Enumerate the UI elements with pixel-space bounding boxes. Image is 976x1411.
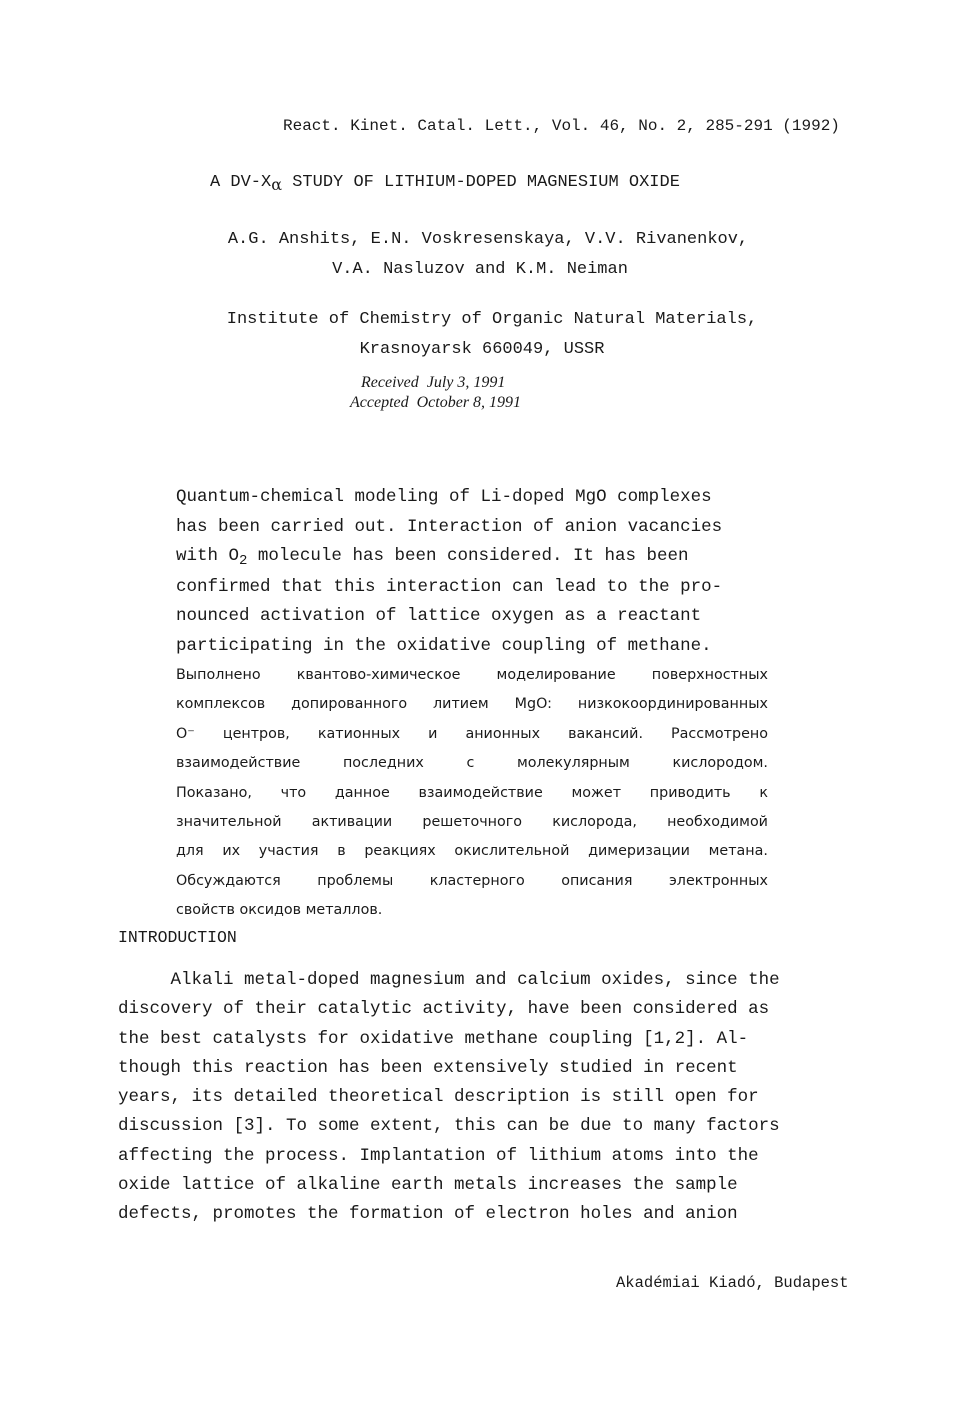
body-line: years, its detailed theoretical description is still open for (118, 1087, 759, 1108)
ru-word: моделирование (496, 667, 616, 683)
institution-line-2: Krasnoyarsk 660049, USSR (359, 340, 605, 359)
oxygen-subscript: 2 (239, 553, 248, 570)
ru-word: необходимой (667, 814, 768, 831)
ru-word: Обсуждаются (176, 872, 281, 889)
ru-word: Выполнено (176, 667, 261, 683)
ru-word: кислородом. (672, 755, 768, 772)
ru-word: взаимодействие (418, 784, 543, 801)
ru-word: решеточного (422, 814, 523, 831)
ru-word: участия (258, 843, 319, 860)
abstract-ru-line (176, 808, 768, 837)
ru-word: допированного (291, 696, 408, 713)
abstract-ru-line (176, 867, 768, 896)
paper-title (210, 171, 680, 192)
ru-word: поверхностных (651, 667, 768, 683)
ru-word: приводить (649, 784, 731, 801)
ru-word: Показано, (176, 784, 252, 801)
abstract-en-line: has been carried out. Interaction of anion vacancies (176, 516, 723, 537)
ru-word: электронных (668, 872, 768, 889)
ru-word: вакансий. (568, 725, 643, 742)
title-rest: STUDY OF LITHIUM-DOPED MAGNESIUM OXIDE (282, 173, 680, 192)
ru-word: проблемы (317, 872, 394, 889)
ru-word: активации (311, 814, 393, 831)
ru-word: в (337, 843, 346, 860)
ru-word: их (222, 843, 241, 860)
authors-line-2: V.A. Nasluzov and K.M. Neiman (332, 260, 628, 279)
ru-word: взаимодействие (176, 755, 301, 772)
body-line: affecting the process. Implantation of lithium atoms into the (118, 1145, 759, 1166)
ru-word: MgO: (514, 696, 552, 713)
body-line: though this reaction has been extensively studied in recent (118, 1057, 738, 1078)
ru-word: кластерного (429, 872, 525, 889)
section-heading-introduction: INTRODUCTION (118, 928, 237, 947)
ru-word: может (571, 784, 622, 801)
abstract-ru-line (176, 749, 768, 778)
ru-word: значительной (176, 814, 282, 831)
body-line: defects, promotes the formation of electron holes and anion (118, 1204, 738, 1225)
body-line: Alkali metal-doped magnesium and calcium oxides, since the (118, 970, 780, 990)
ru-word: молекулярным (517, 755, 630, 772)
accepted-date: Accepted October 8, 1991 (350, 394, 522, 411)
body-line: discussion [3]. To some extent, this can be due to many factors (118, 1116, 780, 1137)
ru-word: O⁻ (176, 725, 195, 742)
introduction-body (118, 966, 780, 1230)
ru-word: катионных (317, 725, 401, 742)
ru-word: квантово-химическое (296, 667, 461, 683)
ru-word: последних (342, 755, 424, 772)
title-main: A DV-X (210, 173, 272, 192)
abstract-en-line: nounced activation of lattice oxygen as a reactant (176, 606, 702, 627)
ru-word: анионных (465, 725, 541, 742)
received-date: Received July 3, 1991 (361, 374, 506, 391)
abstract-en-segment: with O (176, 546, 240, 567)
journal-citation: React. Kinet. Catal. Lett., Vol. 46, No. 2, 285-291 (1992) (283, 117, 840, 135)
abstract-en-segment: molecule has been considered. It has been (247, 546, 689, 567)
abstract-ru-line (176, 690, 768, 719)
body-line: oxide lattice of alkaline earth metals increases the sample (118, 1175, 738, 1196)
abstract-russian (176, 661, 768, 926)
ru-word: для (176, 843, 204, 860)
ru-word: данное (334, 784, 390, 801)
ru-word: кислорода, (552, 814, 637, 831)
ru-word: центров, (222, 725, 290, 742)
ru-word: и (428, 725, 438, 742)
ru-word: с (466, 755, 475, 772)
body-line: discovery of their catalytic activity, have been considered as (118, 999, 770, 1020)
ru-word: что (280, 784, 307, 801)
abstract-ru-line (176, 896, 768, 925)
ru-word: описания (561, 872, 633, 889)
abstract-en-line: participating in the oxidative coupling of methane. (176, 635, 712, 656)
institution-line-1: Institute of Chemistry of Organic Natural Materials, (226, 310, 758, 329)
ru-word: окислительной (454, 843, 570, 860)
body-line: the best catalysts for oxidative methane coupling [1,2]. Al- (118, 1028, 749, 1049)
abstract-english (176, 483, 722, 662)
ru-word: Рассмотрено (671, 725, 768, 742)
title-subscript: α (271, 175, 283, 194)
ru-word: димеризации (588, 843, 690, 860)
abstract-ru-line (176, 661, 768, 690)
authors-line-1: A.G. Anshits, E.N. Voskresenskaya, V.V. Rivanenkov, (227, 230, 749, 249)
abstract-ru-line (176, 779, 768, 808)
ru-word: к (759, 784, 768, 801)
abstract-en-line (176, 542, 722, 573)
abstract-en-line: confirmed that this interaction can lead to the pro- (176, 576, 723, 597)
ru-word: комплексов (176, 696, 266, 713)
ru-word: литием (433, 696, 489, 713)
ru-word: низкокоординированных (577, 696, 768, 713)
abstract-en-line: Quantum-chemical modeling of Li-doped MgO complexes (176, 487, 712, 507)
ru-word: метана. (708, 843, 768, 860)
ru-word: реакциях (364, 843, 436, 860)
abstract-ru-line (176, 837, 768, 866)
publisher-footer: Akadémiai Kiadó, Budapest (616, 1274, 849, 1292)
abstract-ru-line (176, 720, 768, 749)
ru-word: свойств оксидов металлов. (176, 902, 383, 919)
